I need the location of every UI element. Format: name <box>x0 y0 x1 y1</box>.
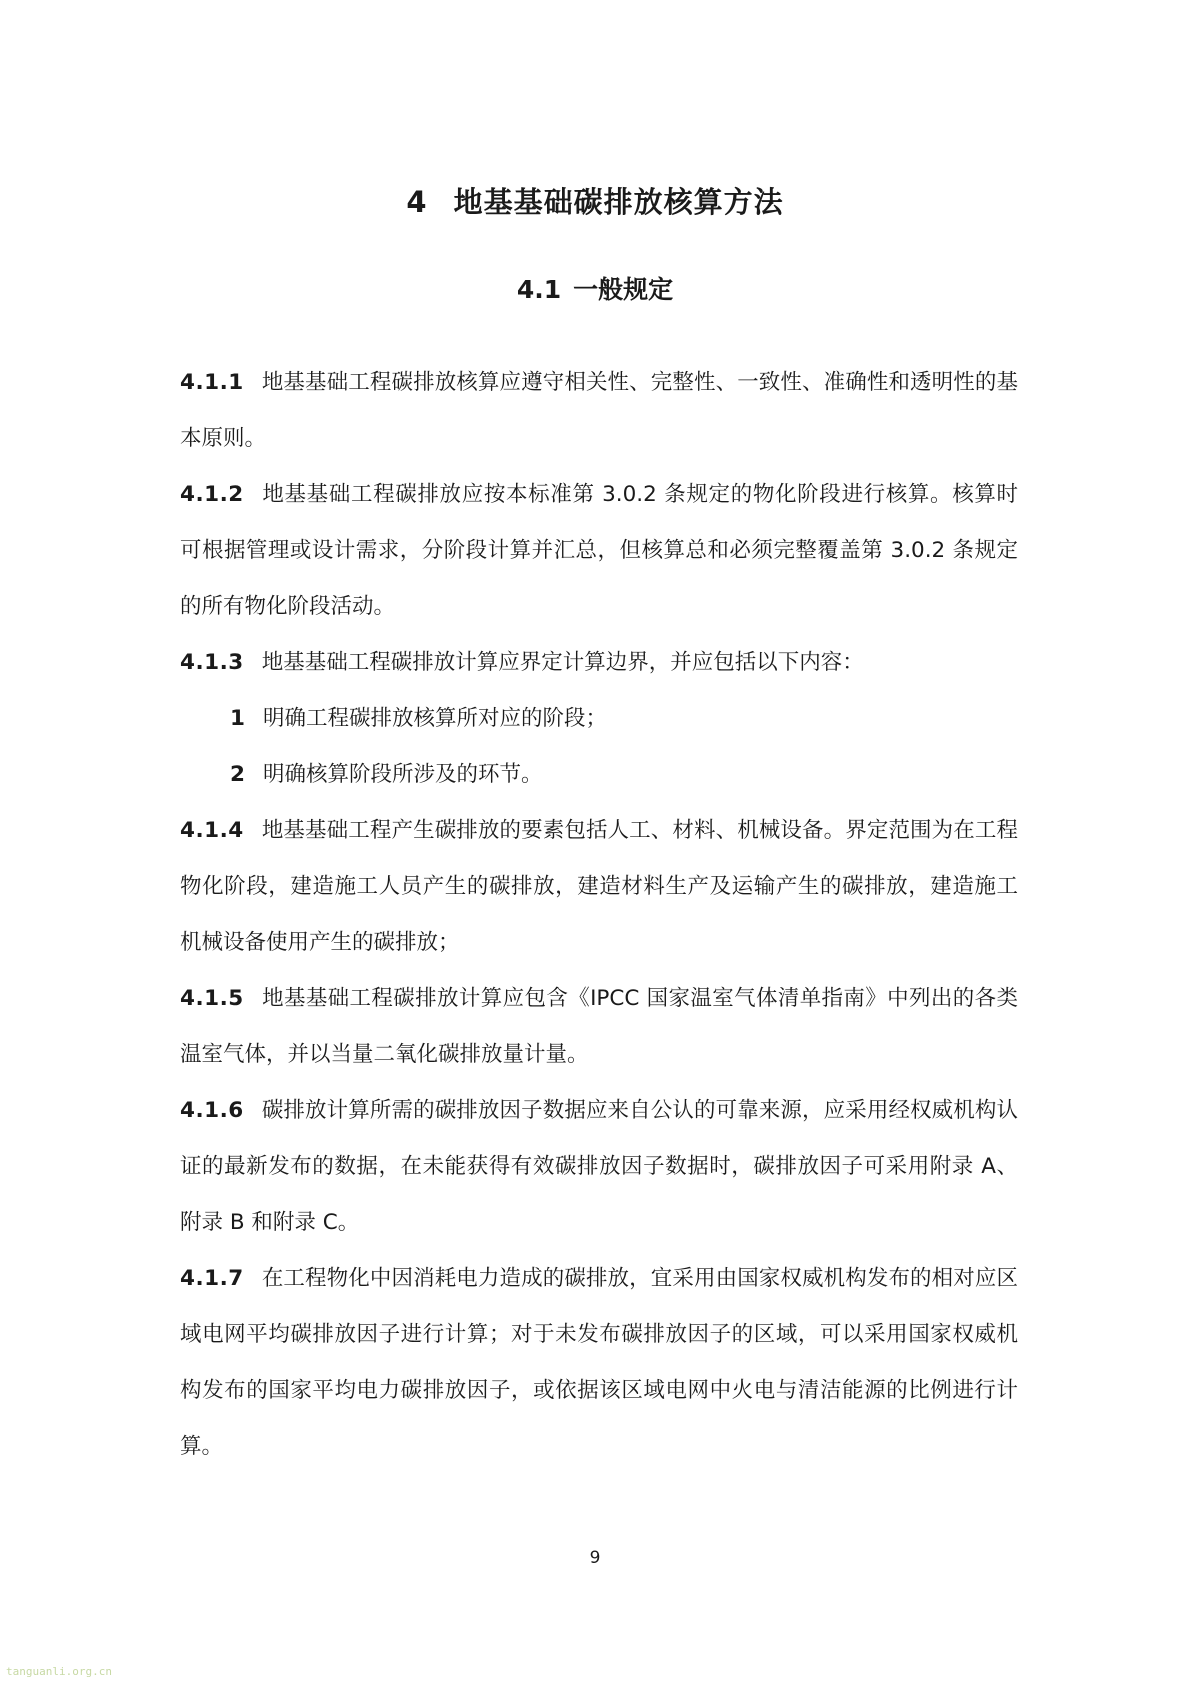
clause-text: 地基基础工程碳排放应按本标准第 3.0.2 条规定的物化阶段进行核算。核算时可根据管理或设计需求，分阶段计算并汇总，但核算总和必须完整覆盖第 3.0.2 条规定的所有物化阶段活动。 <box>180 482 1018 619</box>
page-number: 9 <box>589 1548 601 1568</box>
clause-text: 在工程物化中因消耗电力造成的碳排放，宜采用由国家权威机构发布的相对应区域电网平均碳排放因子进行计算；对于未发布碳排放因子的区域，可以采用国家权威机构发布的国家平均电力碳排放因子，或依据该区域电网中火电与清洁能源的比例进行计算。 <box>180 1266 1018 1459</box>
clause-number: 4.1.6 <box>180 1098 244 1123</box>
clause-number: 4.1.4 <box>180 818 244 843</box>
clause-number: 4.1.2 <box>180 482 244 507</box>
chapter-number: 4 <box>406 185 428 219</box>
clause-number: 4.1.1 <box>180 370 244 395</box>
clause-4-1-6 <box>180 1083 1018 1251</box>
item-number: 1 <box>230 706 245 731</box>
clause-4-1-2 <box>180 467 1018 635</box>
clause-text: 地基基础工程碳排放核算应遵守相关性、完整性、一致性、准确性和透明性的基本原则。 <box>180 370 1018 451</box>
document-body <box>180 355 1018 1475</box>
list-item-2 <box>180 747 1018 803</box>
watermark: tanguanli.org.cn <box>6 1665 112 1678</box>
clause-number: 4.1.7 <box>180 1266 244 1291</box>
clause-4-1-5 <box>180 971 1018 1083</box>
chapter-title: 地基基础碳排放核算方法 <box>453 185 784 219</box>
clause-number: 4.1.5 <box>180 986 244 1011</box>
item-text: 明确工程碳排放核算所对应的阶段； <box>262 706 607 731</box>
item-number: 2 <box>230 762 245 787</box>
section-number: 4.1 <box>516 275 562 304</box>
clause-text: 地基基础工程碳排放计算应界定计算边界，并应包括以下内容： <box>261 650 864 675</box>
clause-4-1-4 <box>180 803 1018 971</box>
clause-text: 地基基础工程产生碳排放的要素包括人工、材料、机械设备。界定范围为在工程物化阶段，建造施工人员产生的碳排放，建造材料生产及运输产生的碳排放，建造施工机械设备使用产生的碳排放； <box>180 818 1018 955</box>
section-title: 一般规定 <box>573 275 674 304</box>
clause-text: 地基基础工程碳排放计算应包含《IPCC 国家温室气体清单指南》中列出的各类温室气体，并以当量二氧化碳排放量计量。 <box>180 986 1018 1067</box>
list-item-1 <box>180 691 1018 747</box>
clause-4-1-3 <box>180 635 1018 691</box>
clause-4-1-7 <box>180 1251 1018 1475</box>
chapter-heading <box>0 180 1190 221</box>
clause-number: 4.1.3 <box>180 650 244 675</box>
clause-4-1-1 <box>180 355 1018 467</box>
section-heading <box>0 270 1190 306</box>
clause-text: 碳排放计算所需的碳排放因子数据应来自公认的可靠来源，应采用经权威机构认证的最新发布的数据，在未能获得有效碳排放因子数据时，碳排放因子可采用附录 A、附录 B 和附录 C。 <box>180 1098 1018 1235</box>
item-text: 明确核算阶段所涉及的环节。 <box>262 762 543 787</box>
